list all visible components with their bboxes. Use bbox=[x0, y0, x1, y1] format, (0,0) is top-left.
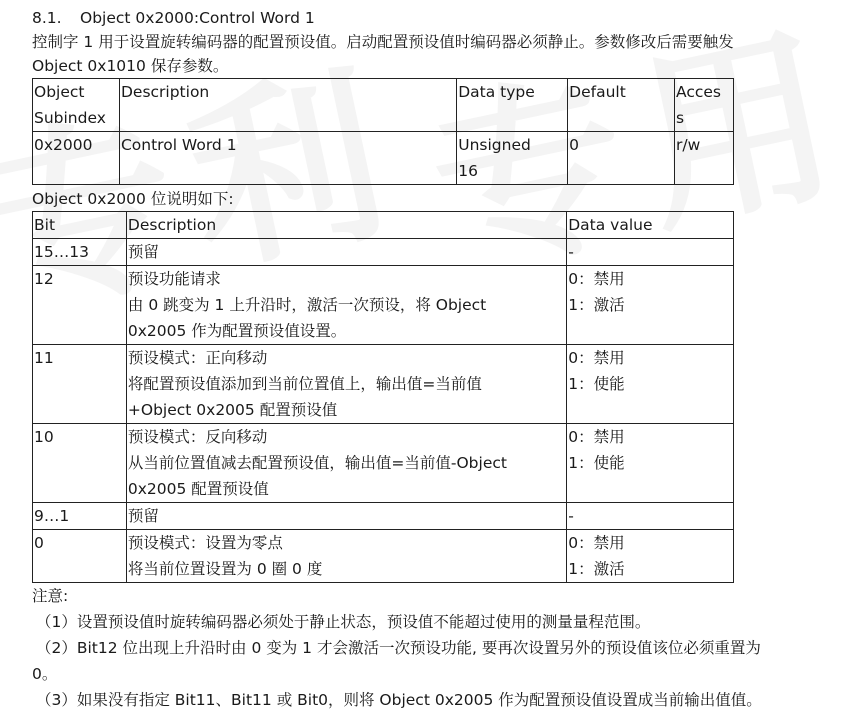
bit-cell: 9…1 bbox=[33, 503, 127, 530]
table-cell bbox=[457, 132, 568, 185]
bit-cell: 15…13 bbox=[33, 239, 127, 266]
desc-line: 预设模式：反向移动 bbox=[127, 428, 268, 446]
value-line: 0：禁用 bbox=[568, 534, 625, 552]
desc-line: 预设功能请求 bbox=[127, 270, 221, 288]
value-cell bbox=[567, 424, 734, 503]
desc-line: 将当前位置设置为 0 圈 0 度 bbox=[127, 560, 323, 578]
table-row bbox=[33, 503, 734, 530]
cell-text: Unsigned bbox=[458, 136, 531, 154]
value-line: - bbox=[568, 507, 574, 525]
table-row bbox=[33, 424, 734, 503]
value-cell bbox=[567, 266, 734, 345]
header-text: Object bbox=[34, 83, 85, 101]
intro-paragraph bbox=[32, 30, 842, 78]
value-line: 0：禁用 bbox=[568, 270, 625, 288]
header-cell: Data value bbox=[567, 212, 734, 239]
table-cell: 0x2000 bbox=[33, 132, 120, 185]
header-cell: Description bbox=[126, 212, 566, 239]
section-number: 8.1. bbox=[32, 9, 62, 27]
header-text: Data type bbox=[458, 83, 535, 101]
desc-cell bbox=[126, 503, 566, 530]
desc-cell bbox=[126, 424, 566, 503]
desc-line: 预留 bbox=[127, 507, 159, 525]
value-cell bbox=[567, 503, 734, 530]
value-cell bbox=[567, 345, 734, 424]
desc-line: 预设模式：设置为零点 bbox=[127, 534, 283, 552]
document-page bbox=[32, 0, 842, 713]
object-table bbox=[32, 78, 734, 185]
header-text: Default bbox=[569, 83, 626, 101]
value-line: 0：禁用 bbox=[568, 349, 625, 367]
bit-table bbox=[32, 211, 734, 583]
notes-section bbox=[32, 583, 842, 713]
notes-label: 注意: bbox=[32, 587, 69, 605]
value-line: 0：禁用 bbox=[568, 428, 625, 446]
value-line: 1：使能 bbox=[568, 375, 625, 393]
note-item: （3）如果没有指定 Bit11、Bit11 或 Bit0，则将 Object 0x2005 作为配置预设值设置成当前输出值值。 bbox=[36, 691, 762, 709]
header-cell bbox=[33, 79, 120, 132]
header-text: Subindex bbox=[34, 109, 106, 127]
header-cell bbox=[457, 79, 568, 132]
header-text: Description bbox=[120, 83, 210, 101]
section-title: Object 0x2000:Control Word 1 bbox=[80, 9, 315, 27]
bit-cell: 0 bbox=[33, 530, 127, 583]
desc-line: 预留 bbox=[127, 243, 159, 261]
intro-line: 控制字 1 用于设置旋转编码器的配置预设值。启动配置预设值时编码器必须静止。参数修改后需要触发 bbox=[32, 33, 734, 51]
desc-line: 将配置预设值添加到当前位置值上，输出值=当前值 bbox=[127, 375, 482, 393]
desc-line: 0x2005 配置预设值 bbox=[127, 480, 269, 498]
bit-cell: 12 bbox=[33, 266, 127, 345]
header-cell bbox=[675, 79, 734, 132]
bit-table-header-row bbox=[33, 212, 734, 239]
note-item: （1）设置预设值时旋转编码器必须处于静止状态，预设值不能超过使用的测量量程范围。 bbox=[36, 613, 651, 631]
desc-cell bbox=[126, 239, 566, 266]
value-line: 1：使能 bbox=[568, 454, 625, 472]
table-cell: 0 bbox=[568, 132, 675, 185]
desc-line: 从当前位置值减去配置预设值，输出值=当前值-Object bbox=[127, 454, 507, 472]
value-cell bbox=[567, 239, 734, 266]
object-table-row bbox=[33, 132, 734, 185]
cell-text: 16 bbox=[458, 162, 478, 180]
desc-cell bbox=[126, 345, 566, 424]
value-line: 1：激活 bbox=[568, 560, 625, 578]
desc-line: +Object 0x2005 配置预设值 bbox=[127, 401, 338, 419]
header-cell: Bit bbox=[33, 212, 127, 239]
object-table-header-row bbox=[33, 79, 734, 132]
header-text: Acces bbox=[676, 83, 721, 101]
desc-line: 预设模式：正向移动 bbox=[127, 349, 268, 367]
table-cell: r/w bbox=[675, 132, 734, 185]
bit-cell: 11 bbox=[33, 345, 127, 424]
header-text: s bbox=[676, 109, 685, 127]
desc-cell bbox=[126, 530, 566, 583]
table-row bbox=[33, 266, 734, 345]
value-line: 1：激活 bbox=[568, 296, 625, 314]
bit-table-caption: Object 0x2000 位说明如下: bbox=[32, 190, 234, 208]
table-row bbox=[33, 530, 734, 583]
section-heading bbox=[32, 6, 842, 30]
note-item-continuation: 0。 bbox=[32, 665, 58, 683]
desc-line: 由 0 跳变为 1 上升沿时，激活一次预设，将 Object bbox=[127, 296, 487, 314]
table-row bbox=[33, 239, 734, 266]
note-item: （2）Bit12 位出现上升沿时由 0 变为 1 才会激活一次预设功能, 要再次设置另外的预设值该位必须重置为 bbox=[36, 639, 761, 657]
intro-line: Object 0x1010 保存参数。 bbox=[32, 57, 229, 75]
header-cell bbox=[119, 79, 456, 132]
value-cell bbox=[567, 530, 734, 583]
header-cell bbox=[568, 79, 675, 132]
desc-cell bbox=[126, 266, 566, 345]
desc-line: 0x2005 作为配置预设值设置。 bbox=[127, 322, 347, 340]
value-line: - bbox=[568, 243, 574, 261]
bit-cell: 10 bbox=[33, 424, 127, 503]
table-cell: Control Word 1 bbox=[119, 132, 456, 185]
table-row bbox=[33, 345, 734, 424]
